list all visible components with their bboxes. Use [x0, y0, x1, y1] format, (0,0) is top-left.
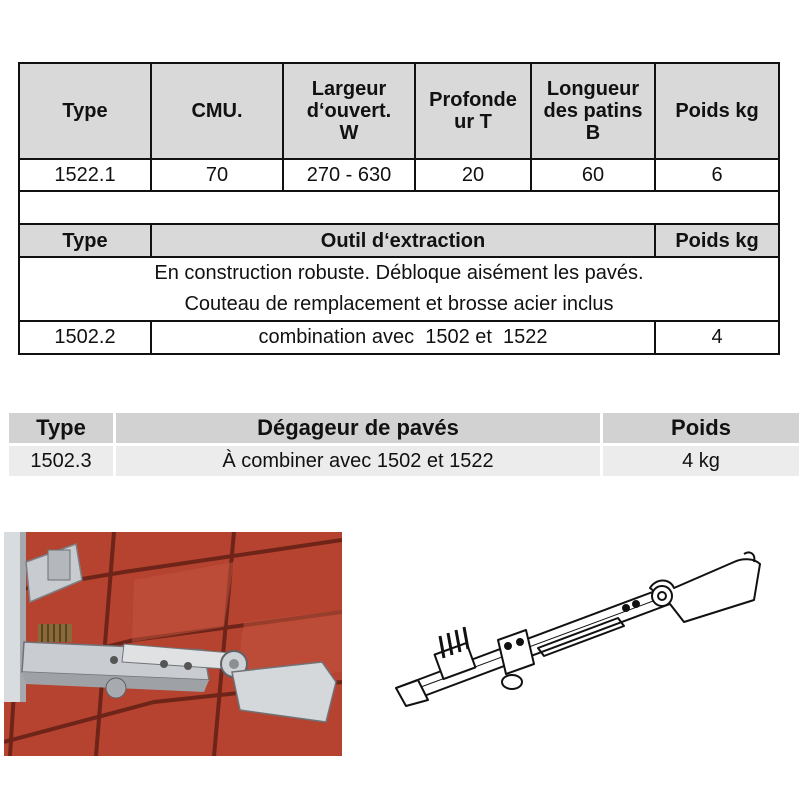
header-cmu: CMU. — [151, 63, 283, 159]
product-photo — [4, 532, 342, 756]
blank-row — [19, 191, 779, 224]
header-tool: Outil d‘extraction — [151, 224, 655, 257]
cell-length: 60 — [531, 159, 655, 191]
header-length: Longueur des patins B — [531, 63, 655, 159]
cell-type-3: 1502.3 — [9, 446, 113, 476]
table-row — [19, 321, 779, 354]
table-row — [9, 446, 799, 476]
cell-depth: 20 — [415, 159, 531, 191]
header-name: Dégageur de pavés — [116, 413, 600, 443]
tool-header-row — [19, 224, 779, 257]
extractor-header-row — [9, 413, 799, 443]
header-type-3: Type — [9, 413, 113, 443]
cell-weight: 6 — [655, 159, 779, 191]
cell-combo-type: 1502.2 — [19, 321, 151, 354]
extractor-table — [6, 410, 800, 479]
header-width: Largeur d‘ouvert. W — [283, 63, 415, 159]
cell-combo-weight: 4 — [655, 321, 779, 354]
cell-text-3: À combiner avec 1502 et 1522 — [116, 446, 600, 476]
header-type-2: Type — [19, 224, 151, 257]
header-depth: Profonde ur T — [415, 63, 531, 159]
description-cell: En construction robuste. Débloque aisément les pavés. Couteau de remplacement et brosse acier inclus — [19, 257, 779, 321]
header-poids: Poids — [603, 413, 799, 443]
header-weight-2: Poids kg — [655, 224, 779, 257]
blank-cell — [19, 191, 779, 224]
cell-type: 1522.1 — [19, 159, 151, 191]
cell-weight-3: 4 kg — [603, 446, 799, 476]
description-row — [19, 257, 779, 321]
cell-cmu: 70 — [151, 159, 283, 191]
header-type: Type — [19, 63, 151, 159]
spec-table — [18, 62, 780, 355]
table-row — [19, 159, 779, 191]
cell-width: 270 - 630 — [283, 159, 415, 191]
spec-header-row — [19, 63, 779, 159]
product-line-drawing — [388, 540, 778, 710]
header-weight: Poids kg — [655, 63, 779, 159]
cell-combo-text: combination avec 1502 et 1522 — [151, 321, 655, 354]
